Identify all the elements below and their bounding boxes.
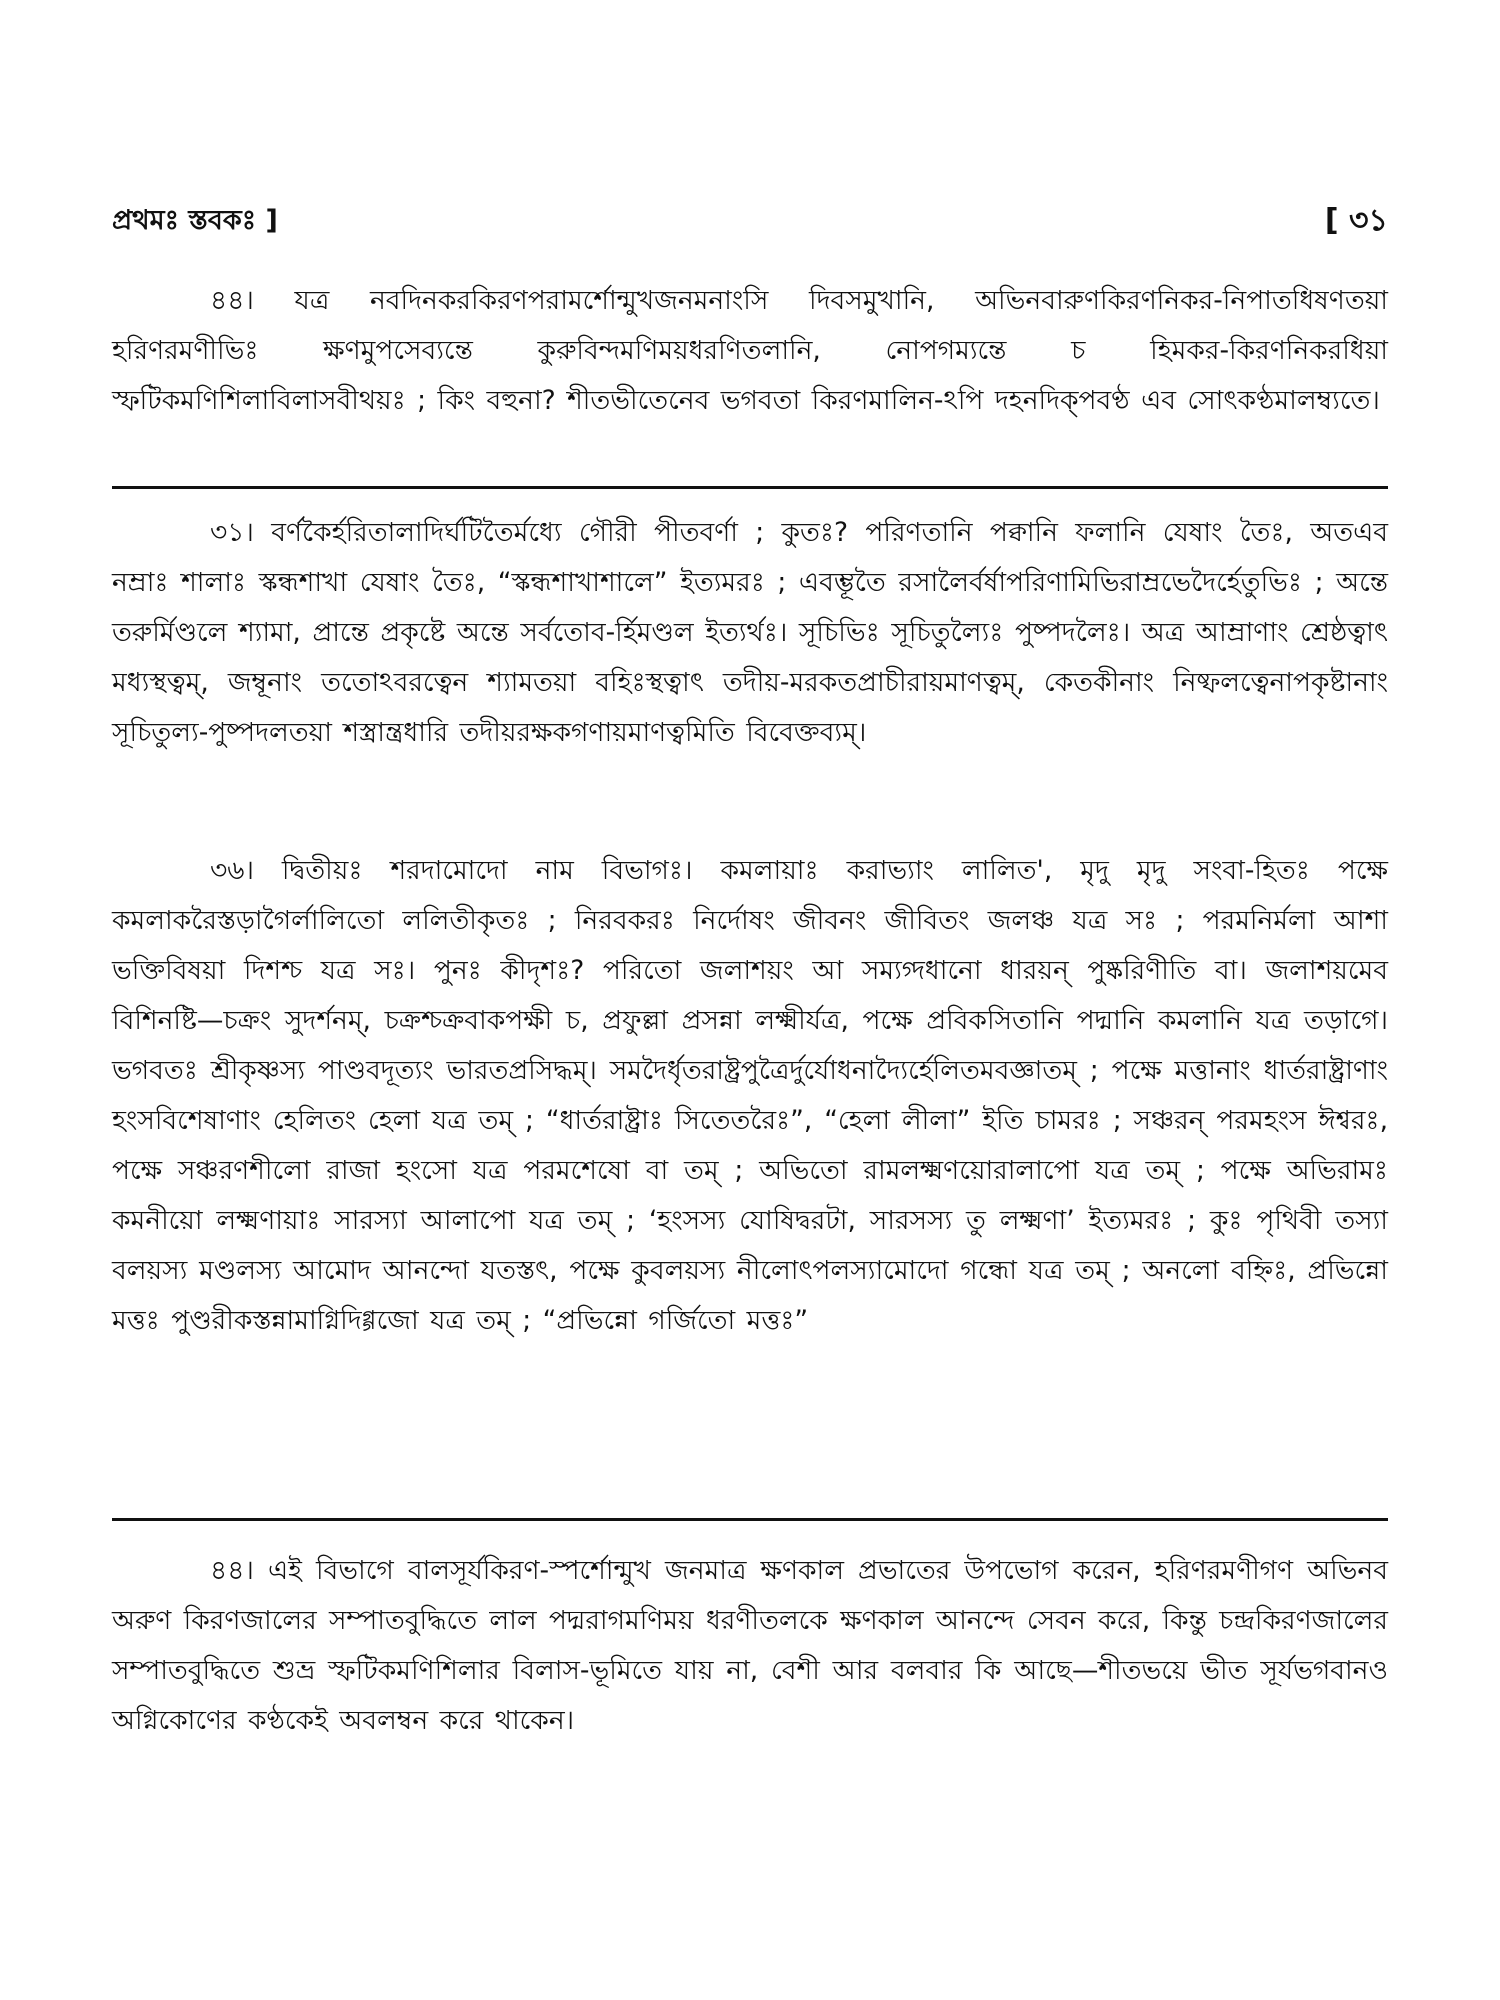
paragraph-44-bengali: ৪৪। এই বিভাগে বালসূর্যকিরণ-স্পর্শোন্মুখ জনমাত্র ক্ষণকাল প্রভাতের উপভোগ করেন, হরিণরমণীগণ অভিনব অরুণ কিরণজালের সম্পাতবুদ্ধিতে লাল পদ্মরাগমণিময় ধরণীতলকে ক্ষণকাল আনন্দে সেবন করে, কিন্তু চন্দ্রকিরণজালের সম্পাতবুদ্ধিতে শুভ্র স্ফটিকমণিশিলার বিলাস-ভূমিতে যায় না, বেশী আর বলবার কি আছে—শীতভয়ে ভীত সূর্যভগবানও অগ্নিকোণের কণ্ঠকেই অবলম্বন করে থাকেন। — [112, 1555, 1388, 1736]
footnote-divider — [112, 486, 1388, 489]
commentary-block-36 — [112, 846, 1388, 1346]
sanskrit-verse-block — [112, 276, 1388, 426]
paragraph-44-sanskrit: ৪৪। যত্র নবদিনকরকিরণপরামর্শোন্মুখজনমনাংসি দিবসমুখানি, অভিনবারুণকিরণনিকর-নিপাতধিষণতয়া হরিণরমণীভিঃ ক্ষণমুপসেব্যন্তে কুরুবিন্দমণিময়ধরণিতলানি, নোপগম্যন্তে চ হিমকর-কিরণনিকরধিয়া স্ফটিকমণিশিলাবিলাসবীথয়ঃ ; কিং বহুনা? শীতভীতেনেব ভগবতা কিরণমালিন-ঽপি দহনদিক্পবণ্ঠ এব সোৎকণ্ঠমালম্ব্যতে। — [112, 285, 1388, 416]
page-number: [ ৩১ — [1324, 203, 1388, 238]
paragraph-36: ৩৬। দ্বিতীয়ঃ শরদামোদো নাম বিভাগঃ। কমলায়াঃ করাভ্যাং লালিত', মৃদু মৃদু সংবা-হিতঃ পক্ষে কমলাকরৈস্তড়াগৈর্লালিতো ললিতীকৃতঃ ; নিরবকরঃ নির্দোষং জীবনং জীবিতং জলঞ্চ যত্র সঃ ; পরমনির্মলা আশা ভক্তিবিষয়া দিশশ্চ যত্র সঃ। পুনঃ কীদৃশঃ? পরিতো জলাশয়ং আ সম্যগ্দধানো ধারয়ন্ পুষ্করিণীতি বা। জলাশয়মেব বিশিনষ্টি—চক্রং সুদর্শনম্, চক্রশ্চক্রবাকপক্ষী চ, প্রফুল্লা প্রসন্না লক্ষ্মীর্যত্র, পক্ষে প্রবিকসিতানি পদ্মানি কমলানি যত্র তড়াগে। ভগবতঃ শ্রীকৃষ্ণস্য পাণ্ডবদূত্যং ভারতপ্রসিদ্ধম্। সমদৈর্ধৃতরাষ্ট্রপুত্রৈর্দুর্যোধনাদ্যৈর্হেলিতমবজ্ঞাতম্ ; পক্ষে মত্তানাং ধার্তরাষ্ট্রাণাং হংসবিশেষাণাং হেলিতং হেলা যত্র তম্ ; “ধার্তরাষ্ট্রাঃ সিতেতরৈঃ”, “হেলা লীলা” ইতি চামরঃ ; সঞ্চরন্ পরমহংস ঈশ্বরঃ, পক্ষে সঞ্চরণশীলো রাজা হংসো যত্র পরমশেষো বা তম্ ; অভিতো রামলক্ষ্মণয়োরালাপো যত্র তম্ ; পক্ষে অভিরামঃ কমনীয়ো লক্ষ্মণায়াঃ সারস্যা আলাপো যত্র তম্ ; ‘হংসস্য যোষিদ্বরটা, সারসস্য তু লক্ষ্মণা’ ইত্যমরঃ ; কুঃ পৃথিবী তস্যা বলয়স্য মণ্ডলস্য আমোদ আনন্দো যতস্তৎ, পক্ষে কুবলয়স্য নীলোৎপলস্যামোদো গন্ধো যত্র তম্ ; অনলো বহ্নিঃ, প্রভিন্নো মত্তঃ পুণ্ডরীকস্তন্নামাগ্নিদিগ্গজো যত্র তম্ ; “প্রভিন্নো গর্জিতো মত্তঃ” — [112, 855, 1388, 1336]
translation-divider — [112, 1518, 1388, 1521]
running-head: প্রথমঃ স্তবকঃ ] — [112, 205, 278, 236]
paragraph-31: ৩১। বর্ণকৈর্হরিতালাদির্ঘটিতৈর্মধ্যে গৌরী পীতবর্ণা ; কুতঃ? পরিণতানি পক্বানি ফলানি যেষাং তৈঃ, অতএব নম্রাঃ শালাঃ স্কন্ধশাখা যেষাং তৈঃ, “স্কন্ধশাখাশালে” ইত্যমরঃ ; এবম্ভূতৈ রসালৈর্বর্ষাপরিণামিভিরাম্রভেদৈর্হেতুভিঃ ; অন্তে তরুর্মিণ্ডলে শ্যামা, প্রান্তে প্রকৃষ্টে অন্তে সর্বতোব-র্হিমণ্ডল ইত্যর্থঃ। সূচিভিঃ সূচিতুল্যৈঃ পুষ্পদলৈঃ। অত্র আম্রাণাং শ্রেষ্ঠত্বাৎ মধ্যস্থত্বম্, জম্বূনাং ততোঽবরত্বেন শ্যামতয়া বহিঃস্থত্বাৎ তদীয়-মরকতপ্রাচীরায়মাণত্বম্, কেতকীনাং নিষ্ফলত্বেনাপকৃষ্টানাং সূচিতুল্য-পুষ্পদলতয়া শস্ত্রান্ত্রধারি তদীয়রক্ষকগণায়মাণত্বমিতি বিবেক্তব্যম্। — [112, 517, 1388, 748]
commentary-block-31 — [112, 508, 1388, 758]
page-header — [112, 200, 1388, 240]
bengali-translation-block — [112, 1546, 1388, 1746]
